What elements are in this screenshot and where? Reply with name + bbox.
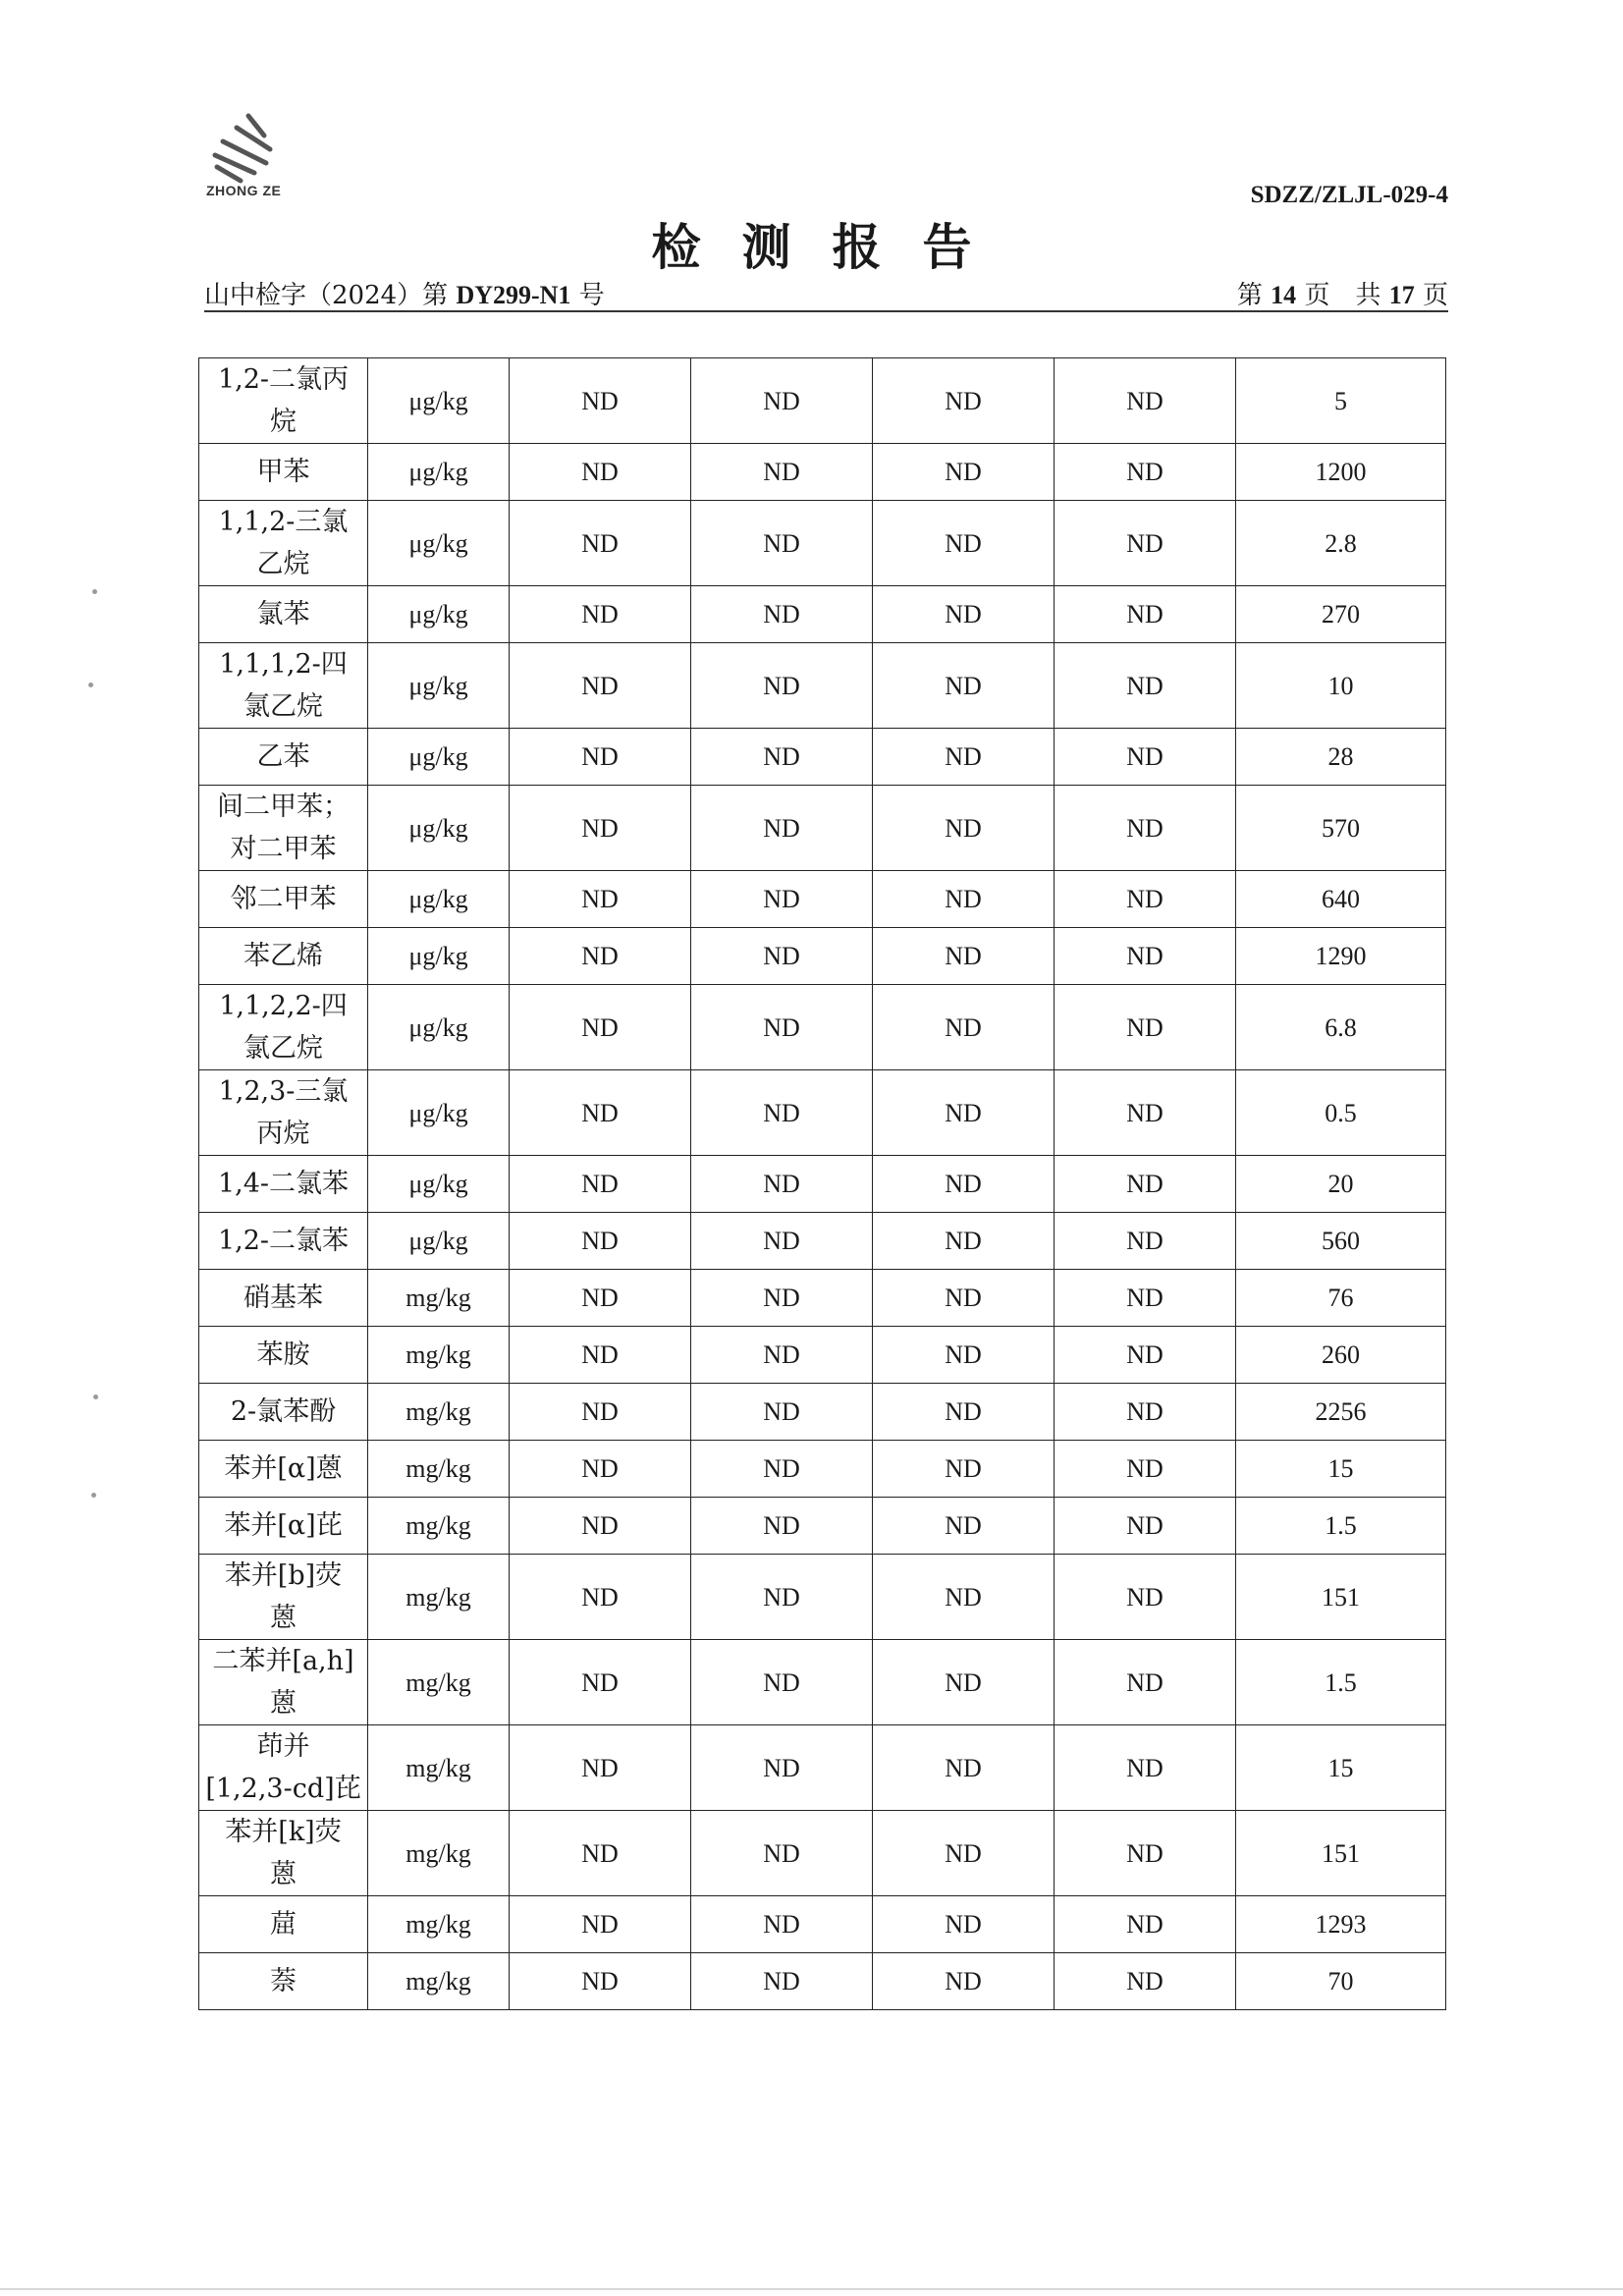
result-cell: ND	[873, 1896, 1055, 1953]
result-cell: ND	[1055, 586, 1236, 643]
table-row	[199, 501, 1446, 586]
analyte-name	[199, 1327, 368, 1384]
analyte-name	[199, 1896, 368, 1953]
result-cell: ND	[873, 444, 1055, 501]
page-label-pre: 第	[1236, 281, 1263, 310]
limit-cell: 15	[1236, 1441, 1446, 1498]
result-cell: ND	[691, 786, 873, 871]
result-cell: ND	[873, 1498, 1055, 1555]
result-cell: ND	[510, 1640, 691, 1725]
result-cell: ND	[691, 1270, 873, 1327]
table-row	[199, 1384, 1446, 1441]
result-cell: ND	[873, 1811, 1055, 1896]
table-row	[199, 1953, 1446, 2010]
result-cell: ND	[510, 1156, 691, 1213]
analyte-name-line: 苯并[b]荧	[224, 1560, 343, 1591]
unit-cell: μg/kg	[368, 1156, 510, 1213]
analyte-name-line: [1,2,3-cd]芘	[205, 1774, 361, 1804]
limit-cell: 570	[1236, 786, 1446, 871]
analyte-name-line: 苯并[k]荧	[225, 1817, 342, 1847]
analyte-name-line: 苯并[α]芘	[224, 1510, 343, 1541]
analyte-name-line: 氯乙烷	[243, 691, 323, 722]
analyte-name-line: 1,2,3-三氯	[218, 1076, 349, 1107]
result-cell: ND	[1055, 985, 1236, 1070]
analyte-name	[199, 1213, 368, 1270]
analyte-name	[199, 1384, 368, 1441]
result-cell: ND	[1055, 1384, 1236, 1441]
result-cell: ND	[691, 1498, 873, 1555]
table-row	[199, 1555, 1446, 1640]
limit-cell: 28	[1236, 729, 1446, 786]
limit-cell: 1293	[1236, 1896, 1446, 1953]
analyte-name	[199, 928, 368, 985]
analyte-name-line: 对二甲苯	[230, 834, 337, 864]
result-cell: ND	[873, 1213, 1055, 1270]
analyte-name-line: 氯苯	[256, 599, 310, 629]
analyte-name	[199, 871, 368, 928]
result-cell: ND	[1055, 444, 1236, 501]
table-row	[199, 871, 1446, 928]
result-cell: ND	[510, 1725, 691, 1811]
result-cell: ND	[691, 985, 873, 1070]
result-cell: ND	[1055, 871, 1236, 928]
limit-cell: 76	[1236, 1270, 1446, 1327]
result-cell: ND	[510, 1498, 691, 1555]
unit-cell: mg/kg	[368, 1384, 510, 1441]
result-cell: ND	[691, 1156, 873, 1213]
limit-cell: 151	[1236, 1555, 1446, 1640]
unit-cell: μg/kg	[368, 1070, 510, 1156]
unit-cell: μg/kg	[368, 786, 510, 871]
result-cell: ND	[873, 985, 1055, 1070]
result-cell: ND	[1055, 1270, 1236, 1327]
table-row	[199, 1327, 1446, 1384]
result-cell: ND	[691, 358, 873, 444]
result-cell: ND	[510, 358, 691, 444]
result-cell: ND	[1055, 501, 1236, 586]
analyte-name	[199, 1441, 368, 1498]
table-row	[199, 786, 1446, 871]
result-cell: ND	[510, 501, 691, 586]
limit-cell: 70	[1236, 1953, 1446, 2010]
result-cell: ND	[510, 1441, 691, 1498]
table-row	[199, 1640, 1446, 1725]
result-cell: ND	[1055, 1953, 1236, 2010]
limit-cell: 1.5	[1236, 1640, 1446, 1725]
report-number	[204, 275, 605, 311]
scan-dot	[92, 589, 97, 594]
result-cell: ND	[1055, 1811, 1236, 1896]
result-cell: ND	[873, 1156, 1055, 1213]
limit-cell: 1200	[1236, 444, 1446, 501]
unit-cell: μg/kg	[368, 586, 510, 643]
result-cell: ND	[691, 501, 873, 586]
results-table	[198, 357, 1446, 2010]
limit-cell: 20	[1236, 1156, 1446, 1213]
analyte-name-line: 1,4-二氯苯	[217, 1169, 350, 1199]
analyte-name-line: 丙烷	[256, 1119, 310, 1149]
table-row	[199, 1213, 1446, 1270]
result-cell: ND	[873, 586, 1055, 643]
analyte-name	[199, 1156, 368, 1213]
unit-cell: mg/kg	[368, 1640, 510, 1725]
result-cell: ND	[691, 1555, 873, 1640]
limit-cell: 151	[1236, 1811, 1446, 1896]
limit-cell: 560	[1236, 1213, 1446, 1270]
unit-cell: μg/kg	[368, 501, 510, 586]
report-prefix: 山中检字（2024）第	[204, 281, 449, 310]
results-body	[199, 358, 1446, 2010]
result-cell: ND	[691, 871, 873, 928]
result-cell: ND	[510, 786, 691, 871]
unit-cell: μg/kg	[368, 1213, 510, 1270]
unit-cell: mg/kg	[368, 1811, 510, 1896]
result-cell: ND	[691, 1811, 873, 1896]
result-cell: ND	[1055, 1498, 1236, 1555]
result-cell: ND	[510, 729, 691, 786]
page-current: 14	[1271, 281, 1297, 309]
table-row	[199, 729, 1446, 786]
unit-cell: mg/kg	[368, 1327, 510, 1384]
result-cell: ND	[873, 1441, 1055, 1498]
result-cell: ND	[873, 1640, 1055, 1725]
result-cell: ND	[691, 643, 873, 729]
table-row	[199, 444, 1446, 501]
scan-dot	[88, 683, 93, 687]
result-cell: ND	[873, 643, 1055, 729]
analyte-name-line: 1,1,2-三氯	[218, 507, 349, 537]
limit-cell: 5	[1236, 358, 1446, 444]
unit-cell: mg/kg	[368, 1270, 510, 1327]
result-cell: ND	[691, 1070, 873, 1156]
result-cell: ND	[510, 1384, 691, 1441]
result-cell: ND	[873, 871, 1055, 928]
page-label-mid: 页 共	[1304, 281, 1381, 310]
limit-cell: 270	[1236, 586, 1446, 643]
scan-edge-line	[0, 2288, 1623, 2290]
analyte-name-line: 乙苯	[256, 741, 310, 772]
limit-cell: 1.5	[1236, 1498, 1446, 1555]
limit-cell: 10	[1236, 643, 1446, 729]
result-cell: ND	[510, 1070, 691, 1156]
limit-cell: 2256	[1236, 1384, 1446, 1441]
limit-cell: 640	[1236, 871, 1446, 928]
analyte-name-line: 蒽	[270, 1859, 297, 1889]
page-title: 检测报告	[651, 218, 1013, 276]
analyte-name	[199, 1498, 368, 1555]
unit-cell: μg/kg	[368, 358, 510, 444]
unit-cell: μg/kg	[368, 871, 510, 928]
limit-cell: 260	[1236, 1327, 1446, 1384]
scan-dot	[91, 1493, 96, 1498]
analyte-name-line: 1,1,2,2-四	[219, 991, 348, 1021]
result-cell: ND	[873, 501, 1055, 586]
table-row	[199, 1441, 1446, 1498]
result-cell: ND	[1055, 1640, 1236, 1725]
analyte-name-line: 乙烷	[256, 549, 310, 579]
result-cell: ND	[1055, 643, 1236, 729]
result-cell: ND	[691, 729, 873, 786]
document-code: SDZZ/ZLJL-029-4	[1250, 182, 1448, 208]
table-row	[199, 1070, 1446, 1156]
limit-cell: 0.5	[1236, 1070, 1446, 1156]
header-divider	[204, 310, 1448, 312]
analyte-name-line: 苯胺	[256, 1339, 310, 1370]
analyte-name-line: 甲苯	[256, 457, 310, 487]
result-cell: ND	[510, 643, 691, 729]
page-indicator	[1237, 275, 1448, 311]
result-cell: ND	[1055, 729, 1236, 786]
result-cell: ND	[691, 1725, 873, 1811]
logo-text: ZHONG ZE	[206, 183, 282, 198]
result-cell: ND	[510, 1555, 691, 1640]
unit-cell: μg/kg	[368, 928, 510, 985]
analyte-name	[199, 358, 368, 444]
unit-cell: mg/kg	[368, 1896, 510, 1953]
analyte-name-line: 2-氯苯酚	[230, 1396, 337, 1427]
result-cell: ND	[691, 1896, 873, 1953]
result-cell: ND	[1055, 786, 1236, 871]
result-cell: ND	[1055, 1896, 1236, 1953]
table-row	[199, 1811, 1446, 1896]
unit-cell: mg/kg	[368, 1725, 510, 1811]
analyte-name	[199, 1640, 368, 1725]
result-cell: ND	[510, 985, 691, 1070]
analyte-name-line: 䓛	[270, 1909, 297, 1940]
result-cell: ND	[1055, 1156, 1236, 1213]
unit-cell: mg/kg	[368, 1953, 510, 2010]
result-cell: ND	[691, 586, 873, 643]
result-cell: ND	[1055, 1555, 1236, 1640]
scan-dot	[93, 1394, 98, 1399]
result-cell: ND	[1055, 1725, 1236, 1811]
analyte-name-line: 烷	[270, 407, 297, 437]
result-cell: ND	[510, 1213, 691, 1270]
analyte-name	[199, 1070, 368, 1156]
analyte-name	[199, 1953, 368, 2010]
analyte-name-line: 硝基苯	[243, 1283, 323, 1313]
result-cell: ND	[510, 444, 691, 501]
result-cell: ND	[873, 729, 1055, 786]
result-cell: ND	[510, 871, 691, 928]
result-cell: ND	[873, 1555, 1055, 1640]
analyte-name	[199, 444, 368, 501]
analyte-name	[199, 1555, 368, 1640]
analyte-name-line: 二苯并[a,h]	[212, 1646, 354, 1676]
analyte-name	[199, 1725, 368, 1811]
result-cell: ND	[510, 1811, 691, 1896]
unit-cell: mg/kg	[368, 1441, 510, 1498]
result-cell: ND	[1055, 1070, 1236, 1156]
analyte-name	[199, 586, 368, 643]
unit-cell: μg/kg	[368, 444, 510, 501]
analyte-name-line: 蒽	[270, 1688, 297, 1719]
result-cell: ND	[510, 928, 691, 985]
result-cell: ND	[1055, 358, 1236, 444]
result-cell: ND	[691, 1441, 873, 1498]
result-cell: ND	[510, 1327, 691, 1384]
analyte-name	[199, 1270, 368, 1327]
limit-cell: 2.8	[1236, 501, 1446, 586]
result-cell: ND	[873, 358, 1055, 444]
result-cell: ND	[691, 928, 873, 985]
table-row	[199, 1498, 1446, 1555]
result-cell: ND	[873, 1070, 1055, 1156]
table-row	[199, 358, 1446, 444]
analyte-name	[199, 1811, 368, 1896]
report-id: DY299-N1	[456, 281, 571, 309]
unit-cell: μg/kg	[368, 729, 510, 786]
analyte-name-line: 苯并[α]蒽	[224, 1453, 343, 1484]
result-cell: ND	[691, 1213, 873, 1270]
analyte-name	[199, 985, 368, 1070]
unit-cell: mg/kg	[368, 1555, 510, 1640]
analyte-name-line: 间二甲苯；	[217, 792, 350, 822]
table-row	[199, 928, 1446, 985]
result-cell: ND	[510, 586, 691, 643]
unit-cell: μg/kg	[368, 985, 510, 1070]
table-row	[199, 1725, 1446, 1811]
analyte-name-line: 邻二甲苯	[230, 884, 337, 914]
analyte-name-line: 1,2-二氯苯	[217, 1226, 350, 1256]
result-cell: ND	[873, 786, 1055, 871]
analyte-name	[199, 501, 368, 586]
table-row	[199, 643, 1446, 729]
result-cell: ND	[873, 1384, 1055, 1441]
report-suffix: 号	[578, 281, 605, 310]
result-cell: ND	[1055, 1441, 1236, 1498]
table-row	[199, 586, 1446, 643]
table-row	[199, 1156, 1446, 1213]
result-cell: ND	[691, 1640, 873, 1725]
page-total: 17	[1388, 281, 1415, 309]
result-cell: ND	[510, 1953, 691, 2010]
analyte-name-line: 苯乙烯	[243, 941, 323, 971]
result-cell: ND	[873, 1953, 1055, 2010]
analyte-name-line: 蒽	[270, 1603, 297, 1633]
result-cell: ND	[873, 928, 1055, 985]
limit-cell: 6.8	[1236, 985, 1446, 1070]
table-row	[199, 1896, 1446, 1953]
result-cell: ND	[510, 1896, 691, 1953]
result-cell: ND	[691, 444, 873, 501]
result-cell: ND	[1055, 928, 1236, 985]
limit-cell: 1290	[1236, 928, 1446, 985]
result-cell: ND	[873, 1725, 1055, 1811]
page-label-post: 页	[1422, 281, 1448, 310]
result-cell: ND	[1055, 1213, 1236, 1270]
analyte-name-line: 1,1,1,2-四	[219, 649, 348, 680]
analyte-name-line: 氯乙烷	[243, 1033, 323, 1064]
table-row	[199, 985, 1446, 1070]
analyte-name-line: 1,2-二氯丙	[217, 364, 350, 395]
result-cell: ND	[873, 1327, 1055, 1384]
unit-cell: mg/kg	[368, 1498, 510, 1555]
unit-cell: μg/kg	[368, 643, 510, 729]
limit-cell: 15	[1236, 1725, 1446, 1811]
result-cell: ND	[691, 1327, 873, 1384]
analyte-name	[199, 786, 368, 871]
result-cell: ND	[1055, 1327, 1236, 1384]
analyte-name	[199, 729, 368, 786]
result-cell: ND	[691, 1953, 873, 2010]
result-cell: ND	[873, 1270, 1055, 1327]
result-cell: ND	[691, 1384, 873, 1441]
analyte-name-line: 茚并	[256, 1731, 310, 1762]
analyte-name-line: 萘	[270, 1966, 297, 1996]
table-row	[199, 1270, 1446, 1327]
analyte-name	[199, 643, 368, 729]
result-cell: ND	[510, 1270, 691, 1327]
